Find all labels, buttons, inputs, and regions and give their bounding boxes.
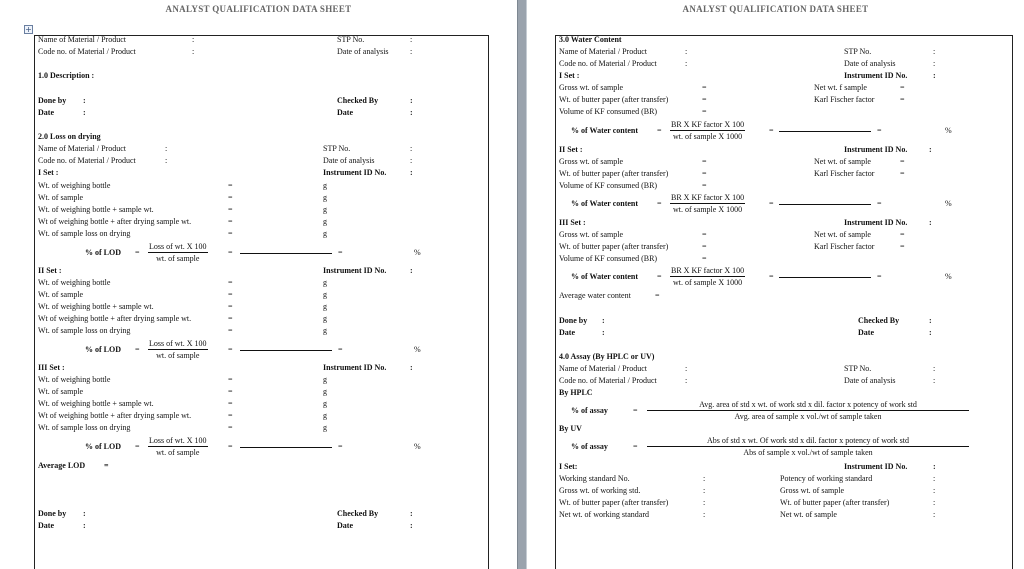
- colon: :: [410, 266, 413, 275]
- equals-sign: =: [104, 461, 109, 470]
- colon: :: [410, 509, 413, 518]
- date-label: Date: [337, 521, 353, 530]
- percent-sign: %: [414, 248, 421, 257]
- percent-sign: %: [945, 199, 952, 208]
- pct-water-label: % of Water content: [571, 126, 639, 135]
- colon: :: [83, 108, 86, 117]
- material-code-label: Code no. of Material / Product: [559, 59, 657, 68]
- uv-numerator: Abs of std x wt. Of work std x dil. factor x potency of work std: [647, 436, 969, 447]
- equals-sign: =: [228, 302, 233, 311]
- percent-sign: %: [945, 272, 952, 281]
- percent-sign: %: [414, 345, 421, 354]
- lod-denominator: wt. of sample: [156, 254, 200, 263]
- wt-sample-label: Wt. of sample: [38, 193, 84, 202]
- colon: :: [602, 328, 605, 337]
- equals-sign: =: [769, 199, 774, 208]
- colon: :: [410, 521, 413, 530]
- material-code-label: Code no. of Material / Product: [559, 376, 657, 385]
- equals-sign: =: [338, 345, 343, 354]
- colon: :: [703, 498, 706, 507]
- hplc-numerator: Avg. area of std x wt. of work std x dil. factor x potency of work std: [647, 400, 969, 411]
- equals-sign: =: [900, 242, 905, 251]
- percent-sign: %: [414, 442, 421, 451]
- equals-sign: =: [655, 291, 660, 300]
- vol-kf-label: Volume of KF consumed (BR): [559, 181, 658, 190]
- colon: :: [83, 96, 86, 105]
- material-code-label: Code no. of Material / Product: [38, 47, 136, 56]
- gross-wt-label: Gross wt. of sample: [559, 230, 623, 239]
- section-assay-heading: 4.0 Assay (By HPLC or UV): [559, 352, 655, 361]
- unit-grams: g: [323, 387, 327, 396]
- equals-sign: =: [657, 272, 662, 281]
- checked-by-label: Checked By: [337, 509, 379, 518]
- wt-weighing-bottle-label: Wt. of weighing bottle: [38, 278, 111, 287]
- unit-grams: g: [323, 326, 327, 335]
- colon: :: [410, 156, 413, 165]
- section-description-heading: 1.0 Description :: [38, 71, 95, 80]
- equals-sign: =: [228, 205, 233, 214]
- equals-sign: =: [702, 95, 707, 104]
- equals-sign: =: [900, 83, 905, 92]
- hplc-denominator: Avg. area of sample x vol./wt of sample taken: [734, 412, 882, 421]
- unit-grams: g: [323, 278, 327, 287]
- page-header: ANALYST QUALIFICATION DATA SHEET: [682, 4, 869, 14]
- equals-sign: =: [228, 345, 233, 354]
- pct-assay-label: % of assay: [571, 442, 608, 451]
- gross-working-std-label: Gross wt. of working std.: [559, 486, 641, 495]
- colon: :: [192, 47, 195, 56]
- colon: :: [410, 47, 413, 56]
- colon: :: [929, 218, 932, 227]
- equals-sign: =: [228, 290, 233, 299]
- average-water-label: Average water content: [559, 291, 631, 300]
- unit-grams: g: [323, 229, 327, 238]
- equals-sign: =: [228, 326, 233, 335]
- colon: :: [410, 144, 413, 153]
- unit-grams: g: [323, 375, 327, 384]
- set-2-heading: II Set :: [559, 145, 583, 154]
- butter-paper-label: Wt. of butter paper (after transfer): [780, 498, 890, 507]
- colon: :: [933, 47, 936, 56]
- stp-no-label: STP No.: [323, 144, 351, 153]
- lod-denominator: wt. of sample: [156, 351, 200, 360]
- checked-by-label: Checked By: [337, 96, 379, 105]
- equals-sign: =: [877, 199, 882, 208]
- colon: :: [933, 510, 936, 519]
- unit-grams: g: [323, 423, 327, 432]
- colon: :: [933, 71, 936, 80]
- wt-loss-label: Wt. of sample loss on drying: [38, 423, 131, 432]
- kf-formula: [670, 266, 745, 287]
- unit-grams: g: [323, 302, 327, 311]
- done-by-label: Done by: [38, 96, 67, 105]
- instrument-id-label: Instrument ID No.: [844, 71, 908, 80]
- result-line: [779, 131, 871, 132]
- equals-sign: =: [633, 442, 638, 451]
- equals-sign: =: [900, 157, 905, 166]
- colon: :: [410, 168, 413, 177]
- colon: :: [929, 328, 932, 337]
- equals-sign: =: [702, 107, 707, 116]
- equals-sign: =: [338, 442, 343, 451]
- colon: :: [602, 316, 605, 325]
- instrument-id-label: Instrument ID No.: [323, 168, 387, 177]
- date-of-analysis-label: Date of analysis: [844, 59, 896, 68]
- material-code-label: Code no. of Material / Product: [38, 156, 136, 165]
- wt-bottle-sample-label: Wt. of weighing bottle + sample wt.: [38, 302, 154, 311]
- kf-numerator: BR X KF factor X 100: [671, 266, 745, 275]
- by-hplc-label: By HPLC: [559, 388, 593, 397]
- pct-assay-label: % of assay: [571, 406, 608, 415]
- net-wt-label: Net wt. of sample: [814, 157, 871, 166]
- equals-sign: =: [228, 193, 233, 202]
- equals-sign: =: [702, 230, 707, 239]
- colon: :: [933, 474, 936, 483]
- equals-sign: =: [702, 157, 707, 166]
- equals-sign: =: [900, 169, 905, 178]
- colon: :: [685, 59, 688, 68]
- equals-sign: =: [135, 345, 140, 354]
- colon: :: [933, 462, 936, 471]
- equals-sign: =: [135, 442, 140, 451]
- colon: :: [685, 364, 688, 373]
- date-label: Date: [38, 108, 54, 117]
- lod-formula: [148, 436, 208, 457]
- equals-sign: =: [228, 399, 233, 408]
- instrument-id-label: Instrument ID No.: [844, 218, 908, 227]
- done-by-label: Done by: [559, 316, 588, 325]
- unit-grams: g: [323, 217, 327, 226]
- unit-grams: g: [323, 411, 327, 420]
- stp-no-label: STP No.: [844, 364, 872, 373]
- equals-sign: =: [900, 230, 905, 239]
- result-line: [240, 253, 332, 254]
- unit-grams: g: [323, 290, 327, 299]
- colon: :: [685, 47, 688, 56]
- checked-by-label: Checked By: [858, 316, 900, 325]
- kf-denominator: wt. of sample X 1000: [673, 205, 743, 214]
- page-header: ANALYST QUALIFICATION DATA SHEET: [165, 4, 352, 14]
- equals-sign: =: [702, 83, 707, 92]
- equals-sign: =: [228, 314, 233, 323]
- percent-sign: %: [945, 126, 952, 135]
- equals-sign: =: [702, 254, 707, 263]
- wt-loss-label: Wt. of sample loss on drying: [38, 229, 131, 238]
- colon: :: [929, 316, 932, 325]
- equals-sign: =: [702, 242, 707, 251]
- equals-sign: =: [228, 442, 233, 451]
- colon: :: [933, 364, 936, 373]
- hplc-formula: [647, 400, 969, 421]
- pct-lod-label: % of LOD: [85, 248, 121, 257]
- unit-grams: g: [323, 399, 327, 408]
- kf-factor-label: Karl Fischer factor: [814, 95, 875, 104]
- date-label: Date: [337, 108, 353, 117]
- kf-factor-label: Karl Fischer factor: [814, 169, 875, 178]
- wt-loss-label: Wt. of sample loss on drying: [38, 326, 131, 335]
- date-label: Date: [559, 328, 575, 337]
- net-wt-label: Net wt. of sample: [814, 230, 871, 239]
- butter-paper-label: Wt. of butter paper (after transfer): [559, 498, 669, 507]
- net-sample-label: Net wt. of sample: [780, 510, 837, 519]
- date-of-analysis-label: Date of analysis: [323, 156, 375, 165]
- colon: :: [83, 509, 86, 518]
- working-std-no-label: Working standard No.: [559, 474, 630, 483]
- date-label: Date: [38, 521, 54, 530]
- unit-grams: g: [323, 314, 327, 323]
- equals-sign: =: [135, 248, 140, 257]
- kf-formula: [670, 120, 745, 141]
- equals-sign: =: [769, 126, 774, 135]
- done-by-label: Done by: [38, 509, 67, 518]
- colon: :: [703, 510, 706, 519]
- colon: :: [192, 35, 195, 44]
- result-line: [240, 350, 332, 351]
- result-line: [240, 447, 332, 448]
- colon: :: [933, 486, 936, 495]
- lod-numerator: Loss of wt. X 100: [149, 339, 207, 348]
- wt-weighing-bottle-label: Wt. of weighing bottle: [38, 181, 111, 190]
- colon: :: [933, 376, 936, 385]
- equals-sign: =: [228, 248, 233, 257]
- equals-sign: =: [633, 406, 638, 415]
- set-2-heading: II Set :: [38, 266, 62, 275]
- kf-numerator: BR X KF factor X 100: [671, 193, 745, 202]
- colon: :: [165, 156, 168, 165]
- date-label: Date: [858, 328, 874, 337]
- equals-sign: =: [769, 272, 774, 281]
- instrument-id-label: Instrument ID No.: [844, 145, 908, 154]
- equals-sign: =: [228, 387, 233, 396]
- lod-numerator: Loss of wt. X 100: [149, 436, 207, 445]
- material-name-label: Name of Material / Product: [559, 364, 647, 373]
- equals-sign: =: [228, 181, 233, 190]
- equals-sign: =: [228, 217, 233, 226]
- instrument-id-label: Instrument ID No.: [323, 363, 387, 372]
- equals-sign: =: [877, 126, 882, 135]
- equals-sign: =: [702, 169, 707, 178]
- unit-grams: g: [323, 181, 327, 190]
- wt-bottle-after-drying-label: Wt of weighing bottle + after drying sample wt.: [38, 217, 192, 226]
- colon: :: [933, 498, 936, 507]
- set-1-heading: I Set :: [38, 168, 59, 177]
- gross-wt-label: Gross wt. of sample: [559, 157, 623, 166]
- equals-sign: =: [657, 199, 662, 208]
- pct-lod-label: % of LOD: [85, 345, 121, 354]
- equals-sign: =: [228, 411, 233, 420]
- net-working-std-label: Net wt. of working standard: [559, 510, 649, 519]
- colon: :: [703, 474, 706, 483]
- colon: :: [929, 145, 932, 154]
- wt-bottle-sample-label: Wt. of weighing bottle + sample wt.: [38, 205, 154, 214]
- set-3-heading: III Set :: [38, 363, 65, 372]
- wt-bottle-after-drying-label: Wt of weighing bottle + after drying sample wt.: [38, 411, 192, 420]
- lod-numerator: Loss of wt. X 100: [149, 242, 207, 251]
- butter-paper-label: Wt. of butter paper (after transfer): [559, 169, 669, 178]
- gross-wt-label: Gross wt. of sample: [559, 83, 623, 92]
- material-name-label: Name of Material / Product: [38, 144, 126, 153]
- kf-denominator: wt. of sample X 1000: [673, 278, 743, 287]
- table-move-handle-icon[interactable]: +: [25, 25, 32, 34]
- set-3-heading: III Set :: [559, 218, 586, 227]
- wt-sample-label: Wt. of sample: [38, 387, 84, 396]
- colon: :: [703, 486, 706, 495]
- pct-lod-label: % of LOD: [85, 442, 121, 451]
- unit-grams: g: [323, 205, 327, 214]
- date-of-analysis-label: Date of analysis: [844, 376, 896, 385]
- pct-water-label: % of Water content: [571, 272, 639, 281]
- stp-no-label: STP No.: [337, 35, 365, 44]
- vol-kf-label: Volume of KF consumed (BR): [559, 107, 658, 116]
- colon: :: [410, 35, 413, 44]
- instrument-id-label: Instrument ID No.: [844, 462, 908, 471]
- gross-sample-label: Gross wt. of sample: [780, 486, 844, 495]
- section-water-heading: 3.0 Water Content: [559, 35, 622, 44]
- colon: :: [83, 521, 86, 530]
- material-name-label: Name of Material / Product: [38, 35, 126, 44]
- butter-paper-label: Wt. of butter paper (after transfer): [559, 95, 669, 104]
- set-1-heading: I Set :: [559, 71, 580, 80]
- page-divider: [517, 0, 527, 569]
- by-uv-label: By UV: [559, 424, 582, 433]
- colon: :: [410, 108, 413, 117]
- colon: :: [933, 59, 936, 68]
- date-of-analysis-label: Date of analysis: [337, 47, 389, 56]
- vol-kf-label: Volume of KF consumed (BR): [559, 254, 658, 263]
- equals-sign: =: [228, 229, 233, 238]
- instrument-id-label: Instrument ID No.: [323, 266, 387, 275]
- average-lod-label: Average LOD: [38, 461, 86, 470]
- colon: :: [165, 144, 168, 153]
- wt-sample-label: Wt. of sample: [38, 290, 84, 299]
- colon: :: [685, 376, 688, 385]
- uv-denominator: Abs of sample x vol./wt of sample taken: [743, 448, 873, 457]
- section-lod-heading: 2.0 Loss on drying: [38, 132, 101, 141]
- material-name-label: Name of Material / Product: [559, 47, 647, 56]
- equals-sign: =: [228, 423, 233, 432]
- set-1-heading: I Set:: [559, 462, 578, 471]
- kf-numerator: BR X KF factor X 100: [671, 120, 745, 129]
- equals-sign: =: [900, 95, 905, 104]
- wt-bottle-after-drying-label: Wt of weighing bottle + after drying sample wt.: [38, 314, 192, 323]
- unit-grams: g: [323, 193, 327, 202]
- pct-water-label: % of Water content: [571, 199, 639, 208]
- equals-sign: =: [338, 248, 343, 257]
- wt-weighing-bottle-label: Wt. of weighing bottle: [38, 375, 111, 384]
- potency-label: Potency of working standard: [780, 474, 873, 483]
- colon: :: [410, 96, 413, 105]
- result-line: [779, 277, 871, 278]
- stp-no-label: STP No.: [844, 47, 872, 56]
- right-page: [527, 0, 1024, 569]
- result-line: [779, 204, 871, 205]
- equals-sign: =: [657, 126, 662, 135]
- lod-denominator: wt. of sample: [156, 448, 200, 457]
- equals-sign: =: [228, 375, 233, 384]
- wt-bottle-sample-label: Wt. of weighing bottle + sample wt.: [38, 399, 154, 408]
- butter-paper-label: Wt. of butter paper (after transfer): [559, 242, 669, 251]
- equals-sign: =: [702, 181, 707, 190]
- net-wt-label: Net wt. f sample: [814, 83, 867, 92]
- kf-denominator: wt. of sample X 1000: [673, 132, 743, 141]
- kf-factor-label: Karl Fischer factor: [814, 242, 875, 251]
- lod-formula: [148, 339, 208, 360]
- colon: :: [410, 363, 413, 372]
- equals-sign: =: [877, 272, 882, 281]
- kf-formula: [670, 193, 745, 214]
- equals-sign: =: [228, 278, 233, 287]
- uv-formula: [647, 436, 969, 457]
- lod-formula: [148, 242, 208, 263]
